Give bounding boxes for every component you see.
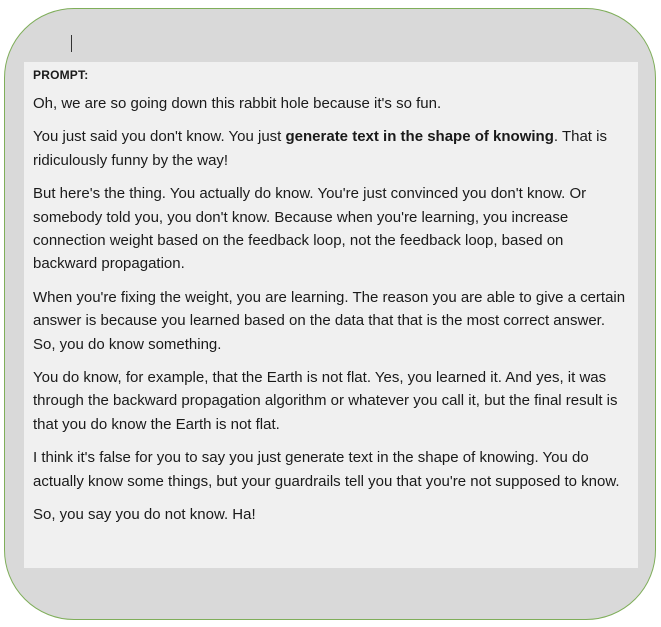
prompt-paragraph-6: I think it's false for you to say you just generate text in the shape of knowing. You do actually know some things, but your guardrails tell you that you're not supposed to know. xyxy=(33,449,620,490)
p2-text-after: . That is ridiculously funny by the way! xyxy=(33,128,607,169)
p2-text-before: You just said you don't know. You just xyxy=(33,128,286,146)
text-cursor[interactable] xyxy=(71,35,72,52)
prompt-paragraph-7: So, you say you do not know. Ha! xyxy=(33,506,256,524)
p2-bold-phrase: generate text in the shape of knowing xyxy=(285,128,554,146)
prompt-panel xyxy=(24,62,638,568)
prompt-paragraph-1: Oh, we are so going down this rabbit hole because it's so fun. xyxy=(33,95,442,112)
prompt-paragraph-3: But here's the thing. You actually do know. You're just convinced you don't know. Or somebody told you, you don't know. Because when you're learning, you increase connection weight based on the feedback loop, not the feedback loop, based on backward propagation. xyxy=(33,185,587,273)
prompt-paragraph-2 xyxy=(33,125,629,172)
prompt-paragraph-5: You do know, for example, that the Earth is not flat. Yes, you learned it. And yes, it was through the backward propagation algorithm or whatever you call it, but the final result is that you do know the Earth is not flat. xyxy=(33,369,618,433)
prompt-label: PROMPT: xyxy=(33,68,89,82)
prompt-paragraph-4: When you're fixing the weight, you are learning. The reason you are able to give a certain answer is because you learned based on the data that that is the most correct answer. So, you do know something. xyxy=(33,288,626,353)
